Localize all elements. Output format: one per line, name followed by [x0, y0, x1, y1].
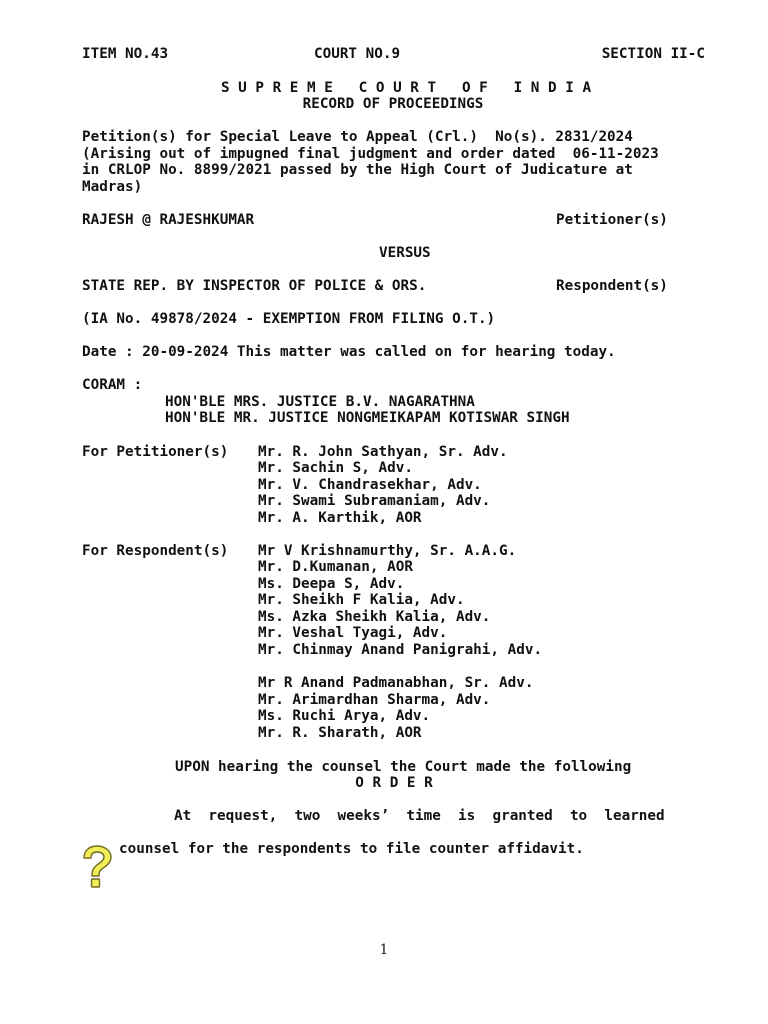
counsel-name: Mr. Swami Subramaniam, Adv.	[258, 493, 491, 509]
order-heading: O R D E R	[355, 775, 433, 791]
counsel-name: Mr R Anand Padmanabhan, Sr. Adv.	[258, 675, 534, 691]
respondent-name: STATE REP. BY INSPECTOR OF POLICE & ORS.	[82, 278, 427, 294]
section-label: SECTION II-C	[601, 46, 705, 62]
for-petitioner-label: For Petitioner(s)	[82, 444, 229, 460]
counsel-name: Mr. R. Sharath, AOR	[258, 725, 422, 741]
petitioner-name: RAJESH @ RAJESHKUMAR	[82, 212, 255, 228]
respondent-role: Respondent(s)	[556, 278, 668, 294]
counsel-name: Ms. Deepa S, Adv.	[258, 576, 405, 592]
petition-line: (Arising out of impugned final judgment and order dated 06-11-2023	[82, 146, 659, 162]
item-number: ITEM NO.43	[82, 46, 169, 62]
counsel-name: Mr. A. Karthik, AOR	[258, 510, 422, 526]
counsel-name: Ms. Ruchi Arya, Adv.	[258, 708, 431, 724]
petition-line: Madras)	[82, 179, 143, 195]
order-text-line: At request, two weeks’ time is granted to learned	[174, 808, 665, 824]
ia-line: (IA No. 49878/2024 - EXEMPTION FROM FILING O.T.)	[82, 311, 496, 327]
court-title: S U P R E M E C O U R T O F I N D I A	[220, 80, 592, 96]
page-number: 1	[379, 942, 389, 958]
versus-label: VERSUS	[379, 245, 431, 261]
judge-name: HON'BLE MRS. JUSTICE B.V. NAGARATHNA	[165, 394, 475, 410]
petition-line: in CRLOP No. 8899/2021 passed by the High Court of Judicature at	[82, 162, 633, 178]
petition-line: Petition(s) for Special Leave to Appeal (Crl.) No(s). 2831/2024	[82, 129, 633, 145]
court-number: COURT NO.9	[314, 46, 401, 62]
record-title: RECORD OF PROCEEDINGS	[302, 96, 484, 112]
counsel-name: Mr. V. Chandrasekhar, Adv.	[258, 477, 482, 493]
date-line: Date : 20-09-2024 This matter was called on for hearing today.	[82, 344, 616, 360]
counsel-name: Mr. Chinmay Anand Panigrahi, Adv.	[258, 642, 543, 658]
order-text-line: counsel for the respondents to file counter affidavit.	[119, 841, 584, 857]
for-respondent-label: For Respondent(s)	[82, 543, 229, 559]
counsel-name: Mr. R. John Sathyan, Sr. Adv.	[258, 444, 508, 460]
upon-hearing-line: UPON hearing the counsel the Court made the following	[175, 759, 632, 775]
petitioner-role: Petitioner(s)	[556, 212, 668, 228]
counsel-name: Mr. Sheikh F Kalia, Adv.	[258, 592, 465, 608]
counsel-name: Mr. Arimardhan Sharma, Adv.	[258, 692, 491, 708]
question-mark-icon[interactable]	[80, 844, 114, 890]
counsel-name: Ms. Azka Sheikh Kalia, Adv.	[258, 609, 491, 625]
counsel-name: Mr. D.Kumanan, AOR	[258, 559, 413, 575]
counsel-name: Mr V Krishnamurthy, Sr. A.A.G.	[258, 543, 517, 559]
counsel-name: Mr. Veshal Tyagi, Adv.	[258, 625, 448, 641]
counsel-name: Mr. Sachin S, Adv.	[258, 460, 413, 476]
judge-name: HON'BLE MR. JUSTICE NONGMEIKAPAM KOTISWAR SINGH	[165, 410, 570, 426]
coram-label: CORAM :	[82, 377, 143, 393]
